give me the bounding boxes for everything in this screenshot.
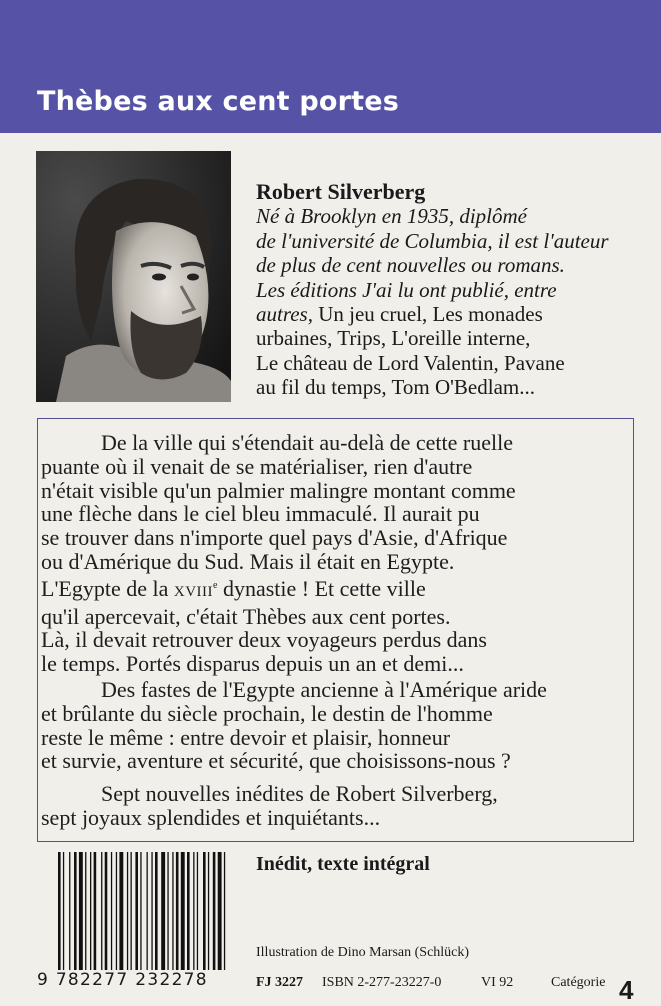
barcode-bar <box>147 852 148 970</box>
barcode-bar <box>203 852 206 970</box>
barcode-bar <box>218 852 222 970</box>
summary-paragraph-2 <box>41 678 601 773</box>
summary-line: Sept nouvelles inédites de Robert Silverberg, <box>101 781 498 806</box>
barcode-bar <box>181 852 185 970</box>
summary-line: reste le même : entre devoir et plaisir, honneur <box>41 724 451 750</box>
barcode-bar <box>119 852 123 970</box>
barcode-bar <box>176 852 179 970</box>
barcode-bar <box>155 852 158 970</box>
bio-line: Né à Brooklyn en 1935, diplômé <box>256 204 528 229</box>
barcode-bar <box>69 852 70 970</box>
barcode-bar <box>172 852 173 970</box>
author-photo <box>36 151 231 402</box>
summary-line: se trouver dans n'importe quel pays d'Asie, d'Afrique <box>41 525 508 551</box>
summary-line: qu'il apercevait, c'était Thèbes aux cent portes. <box>41 603 451 629</box>
barcode-bar <box>197 852 198 970</box>
summary-line: et brûlante du siècle prochain, le destin de l'homme <box>41 700 493 726</box>
summary-line: et survie, aventure et sécurité, que choisissons-nous ? <box>41 748 511 774</box>
barcode-bar <box>193 852 194 970</box>
bio-line: urbaines, Trips, L'oreille interne, <box>256 326 531 351</box>
bio-line: au fil du temps, Tom O'Bedlam... <box>256 375 535 400</box>
author-bio <box>256 180 651 400</box>
dynasty-numeral: XVIII <box>173 583 214 600</box>
barcode-bar <box>101 852 102 970</box>
barcode-bar <box>79 852 83 970</box>
isbn: ISBN 2-277-23227-0 <box>322 975 442 990</box>
summary-line: une flèche dans le ciel bleu immaculé. Il aurait pu <box>41 501 480 527</box>
barcode-bar <box>135 852 138 970</box>
barcode-bar <box>111 852 112 970</box>
barcode-bar <box>116 852 117 970</box>
barcode-bar <box>58 852 61 970</box>
summary-line: puante où il venait de se matérialiser, rien d'autre <box>41 453 473 479</box>
barcode-bar <box>94 852 97 970</box>
barcode-bar <box>187 852 190 970</box>
category-label: Catégorie <box>551 975 606 990</box>
category-number: 4 <box>619 975 634 1005</box>
bio-line: de l'université de Columbia, il est l'auteur <box>256 228 609 253</box>
barcode-bar <box>224 852 225 970</box>
summary-line: ou d'Amérique du Sud. Mais il était en Egypte. <box>41 548 455 574</box>
bio-line: autres, <box>256 302 313 327</box>
superscript: e <box>213 579 218 591</box>
bio-line: Un jeu cruel, Les monades <box>312 302 543 327</box>
summary-line: sept joyaux splendides et inquiétants... <box>41 804 381 830</box>
summary-paragraph-1 <box>41 431 601 676</box>
barcode <box>56 852 240 970</box>
summary-line: le temps. Portés disparus depuis un an et demi... <box>41 651 464 677</box>
book-title: Thèbes aux cent portes <box>37 86 400 117</box>
summary-line: dynastie ! Et cette ville <box>217 575 426 601</box>
barcode-digits: 9 782277 232278 <box>37 970 208 990</box>
summary-line: De la ville qui s'étendait au-delà de cette ruelle <box>101 430 513 455</box>
author-portrait-image <box>36 151 231 402</box>
date-code: VI 92 <box>481 975 514 990</box>
author-name: Robert Silverberg <box>256 179 426 204</box>
bio-line: Le château de Lord Valentin, Pavane <box>256 350 565 375</box>
barcode-bar <box>74 852 77 970</box>
barcode-bar <box>208 852 209 970</box>
series-code: FJ 3227 <box>256 975 304 990</box>
barcode-bar <box>161 852 165 970</box>
barcode-bar <box>63 852 64 970</box>
summary-line: n'était visible qu'un palmier malingre montant comme <box>41 477 516 503</box>
barcode-bar <box>131 852 132 970</box>
edition-note: Inédit, texte intégral <box>256 853 430 875</box>
barcode-bar <box>167 852 168 970</box>
barcode-bar <box>127 852 128 970</box>
barcode-bar <box>213 852 216 970</box>
summary-paragraph-3 <box>41 782 601 830</box>
summary-line: Des fastes de l'Egypte ancienne à l'Amérique aride <box>101 677 547 702</box>
barcode-bar <box>90 852 91 970</box>
barcode-bar <box>105 852 108 970</box>
barcode-bar <box>140 852 141 970</box>
bio-line: Les éditions J'ai lu ont publié, entre <box>256 277 557 302</box>
illustration-credit: Illustration de Dino Marsan (Schlück) <box>256 945 470 960</box>
barcode-bar <box>151 852 152 970</box>
summary-line: Là, il devait retrouver deux voyageurs perdus dans <box>41 627 487 653</box>
bio-line: de plus de cent nouvelles ou romans. <box>256 253 565 278</box>
summary-line: L'Egypte de la <box>41 575 174 601</box>
barcode-bar <box>85 852 86 970</box>
